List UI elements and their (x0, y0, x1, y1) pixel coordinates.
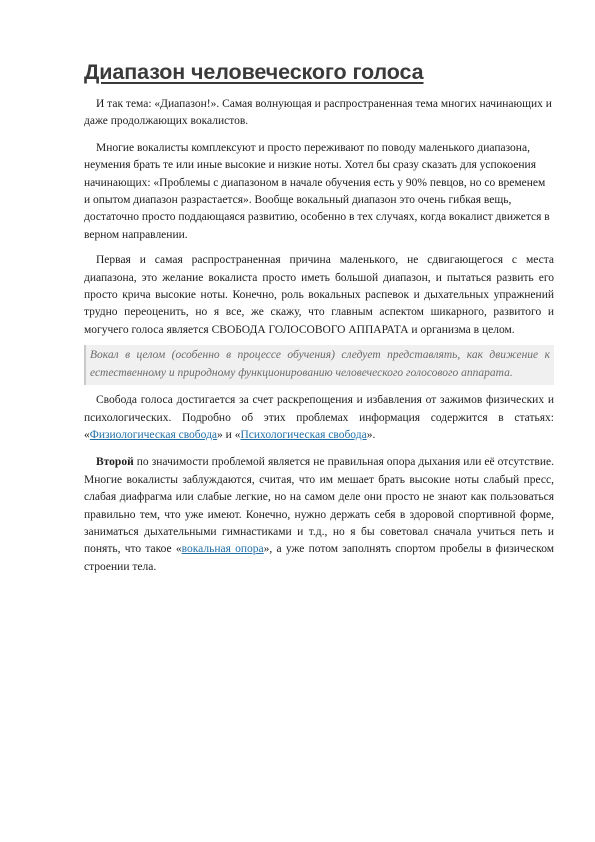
paragraph-voice-freedom (84, 392, 554, 444)
document-page (84, 58, 554, 576)
page-title: Диапазон человеческого голоса (84, 60, 424, 84)
paragraph-second-reason (84, 454, 554, 576)
bold-lead-word: Второй (96, 456, 134, 469)
psychological-freedom-link[interactable]: Психологическая свобода (240, 428, 367, 441)
quote-block: Вокал в целом (особенно в процессе обучения) следует представлять, как движение к естественному и природному функционированию человеческого голосового аппарата. (84, 345, 554, 385)
paragraph-text: Свобода голоса достигается за счет раскрепощения и избавления от зажимов физических и психологических. Подробно об этих проблемах информация содержится в статьях: « (84, 394, 554, 441)
paragraph-text: ». (366, 428, 376, 441)
paragraph-small-range: Многие вокалисты комплексуют и просто переживают по поводу маленького диапазона, неумения брать те или иные высокие и низкие ноты. Хотел бы сразу сказать для успокоения начинающих: «Проблемы с диапазоном в начале обучения есть у 90% певцов, но со временем и опытом диапазон разрастается». Вообще вокальный диапазон это очень гибкая вещь, достаточно просто поддающаяся развитию, особенно в тех случаях, когда вокалист движется в верном направлении. (84, 141, 550, 241)
vocal-support-link[interactable]: вокальная опора (181, 543, 264, 556)
paragraph-text: » и « (217, 428, 241, 441)
physiological-freedom-link[interactable]: Физиологическая свобода (89, 428, 218, 441)
paragraph-first-reason: Первая и самая распространенная причина маленького, не сдвигающегося с места диапазона, это желание вокалиста просто иметь большой диапазон, и пытаться развить его просто крича высокие ноты. Конечно, роль вокальных распевок и дыхательных упражнений трудно переоценить, но я все, же скажу, что главным аспектом шикарного, развитого и могучего голоса является СВОБОДА ГОЛОСОВОГО АППАРАТА и организма в целом. (84, 254, 554, 336)
paragraph-text: », а уже потом заполнять спортом пробелы в физическом строении тела. (84, 543, 555, 573)
intro-paragraph: И так тема: «Диапазон!». Самая волнующая и распространенная тема многих начинающих и даже продолжающих вокалистов. (84, 98, 552, 128)
paragraph-text: по значимости проблемой является не правильная опора дыхания или её отсутствие. Многие вокалисты заблуждаются, считая, что им мешает брать высокие ноты слабый пресс, слабая диафрагма или слабые легкие, но на самом деле они просто не знают как пользоваться правильно тем, что уже имеют. Конечно, нужно держать себя в здоровой спортивной форме, заниматься дыхательными гимнастиками и т.д., но я бы советовал сначала учиться петь и понять, что такое « (84, 456, 554, 556)
